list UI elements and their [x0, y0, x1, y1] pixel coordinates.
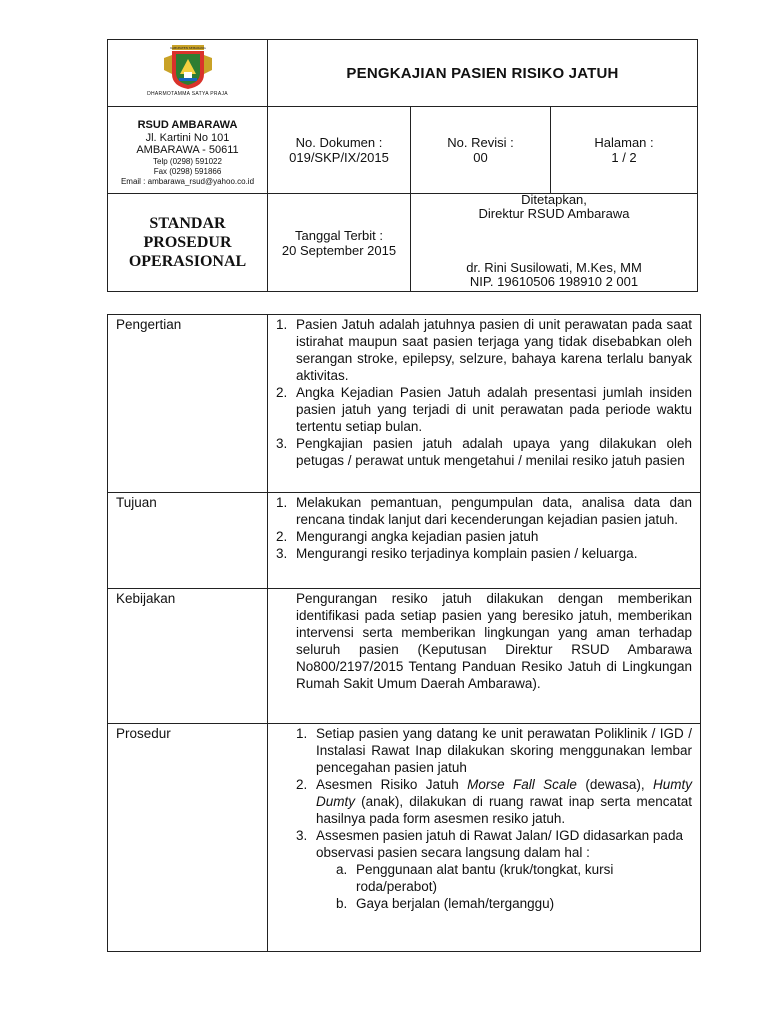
- svg-text:KABUPATEN SEMARANG: KABUPATEN SEMARANG: [169, 46, 206, 50]
- section-pengertian: [268, 315, 701, 493]
- section-kebijakan: [268, 589, 701, 724]
- page-label: Halaman :: [594, 135, 654, 150]
- section-label-tujuan: Tujuan: [108, 493, 268, 589]
- list-item: 3. Pengkajian pasien jatuh adalah upaya yang dilakukan oleh petugas / perawat untuk mengetahui / menilai resiko jatuh pasien: [276, 436, 692, 468]
- list-item: 1. Setiap pasien yang datang ke unit perawatan Poliklinik / IGD / Instalasi Rawat Inap dilakukan skoring menggunakan lembar pencegahan pasien jatuh: [296, 726, 692, 775]
- hospital-info: [108, 107, 268, 194]
- phone-text: Telp (0298) 591022: [153, 157, 222, 166]
- document-header-table: [107, 39, 698, 292]
- revision-label: No. Revisi :: [447, 135, 514, 150]
- section-label-kebijakan: Kebijakan: [108, 589, 268, 724]
- approved-by: Direktur RSUD Ambarawa: [478, 206, 630, 221]
- hospital-name: RSUD AMBARAWA: [137, 119, 238, 131]
- list-item: 3. Assesmen pasien jatuh di Rawat Jalan/ IGD didasarkan pada observasi pasien secara langsung dalam hal : a. Penggunaan alat bantu (kruk/tongkat, kursi roda/perabot) b. Gaya berjalan (lemah/terganggu): [276, 827, 692, 912]
- sub-list-item: a. Penggunaan alat bantu (kruk/tongkat, kursi roda/perabot): [336, 862, 614, 894]
- list-item: 1. Pasien Jatuh adalah jatuhnya pasien di unit perawatan pada saat istirahat maupun saat pasien terjaga yang tidak disebabkan oleh serangan stroke, epilepsy, selzure, bahaya karena terlalu banyak aktivitas.: [276, 317, 692, 383]
- revision-value: 00: [473, 150, 488, 165]
- sop-line-3: OPERASIONAL: [128, 253, 247, 270]
- list-item: 2. Angka Kejadian Pasien Jatuh adalah presentasi jumlah insiden pasien jatuh yang terjadi di unit perawatan pada periode waktu tertentu setiap bulan.: [276, 385, 692, 434]
- page-cell: [551, 107, 698, 194]
- logo-cell: [108, 40, 268, 107]
- kebijakan-text: Pengurangan resiko jatuh dilakukan dengan memberikan identifikasi pada setiap pasien yang beresiko jatuh, memberikan intervensi serta memberikan lingkungan yang aman terhadap seluruh pasien (Keputusan Direktur RSUD Ambarawa No800/2197/2015 Tentang Panduan Resiko Jatuh di Lingkungan Rumah Sakit Umum Daerah Ambarawa).: [296, 591, 692, 691]
- procedure-body-table: [107, 314, 701, 952]
- sop-title: [108, 194, 268, 292]
- sub-list-item: b. Gaya berjalan (lemah/terganggu): [336, 896, 555, 911]
- issued-date-cell: [268, 194, 411, 292]
- section-prosedur: [268, 724, 701, 952]
- address-line-2: AMBARAWA - 50611: [136, 144, 239, 156]
- document-number-cell: [268, 107, 411, 194]
- list-item: 3. Mengurangi resiko terjadinya komplain pasien / keluarga.: [276, 546, 638, 561]
- list-item: 2. Mengurangi angka kejadian pasien jatuh: [276, 529, 539, 544]
- issued-date-value: 20 September 2015: [281, 242, 397, 258]
- signatory-nip: NIP. 19610506 198910 2 001: [469, 274, 639, 289]
- approved-label: Ditetapkan,: [521, 192, 587, 207]
- section-label-prosedur: Prosedur: [108, 724, 268, 952]
- sop-line-1: STANDAR: [149, 215, 226, 232]
- address-line-1: Jl. Kartini No 101: [145, 132, 230, 144]
- email-text: Email : ambarawa_rsud@yahoo.co.id: [120, 177, 255, 186]
- regency-emblem-icon: [158, 44, 218, 90]
- signatory-name: dr. Rini Susilowati, M.Kes, MM: [466, 260, 642, 275]
- section-tujuan: [268, 493, 701, 589]
- list-item: 2. Asesmen Risiko Jatuh Morse Fall Scale (dewasa), Humty Dumty (anak), dilakukan di ruang rawat inap serta mencatat hasilnya pada form asesmen resiko jatuh.: [296, 777, 692, 826]
- motto-text: DHARMOTAMMA SATYA PRAJA: [147, 91, 228, 97]
- revision-cell: [411, 107, 551, 194]
- document-title: PENGKAJIAN PASIEN RISIKO JATUH: [268, 40, 698, 107]
- fax-text: Fax (0298) 591866: [153, 167, 222, 176]
- list-item: 1. Melakukan pemantuan, pengumpulan data, analisa data dan rencana tindak lanjut dari kecenderungan kejadian pasien jatuh.: [276, 495, 692, 527]
- approval-cell: [411, 194, 698, 292]
- issued-date-label: Tanggal Terbit :: [295, 227, 383, 243]
- sop-line-2: PROSEDUR: [143, 234, 232, 251]
- document-number-label: No. Dokumen :: [295, 135, 383, 150]
- document-number-value: 019/SKP/IX/2015: [289, 150, 389, 165]
- section-label-pengertian: Pengertian: [108, 315, 268, 493]
- page-value: 1 / 2: [611, 150, 637, 165]
